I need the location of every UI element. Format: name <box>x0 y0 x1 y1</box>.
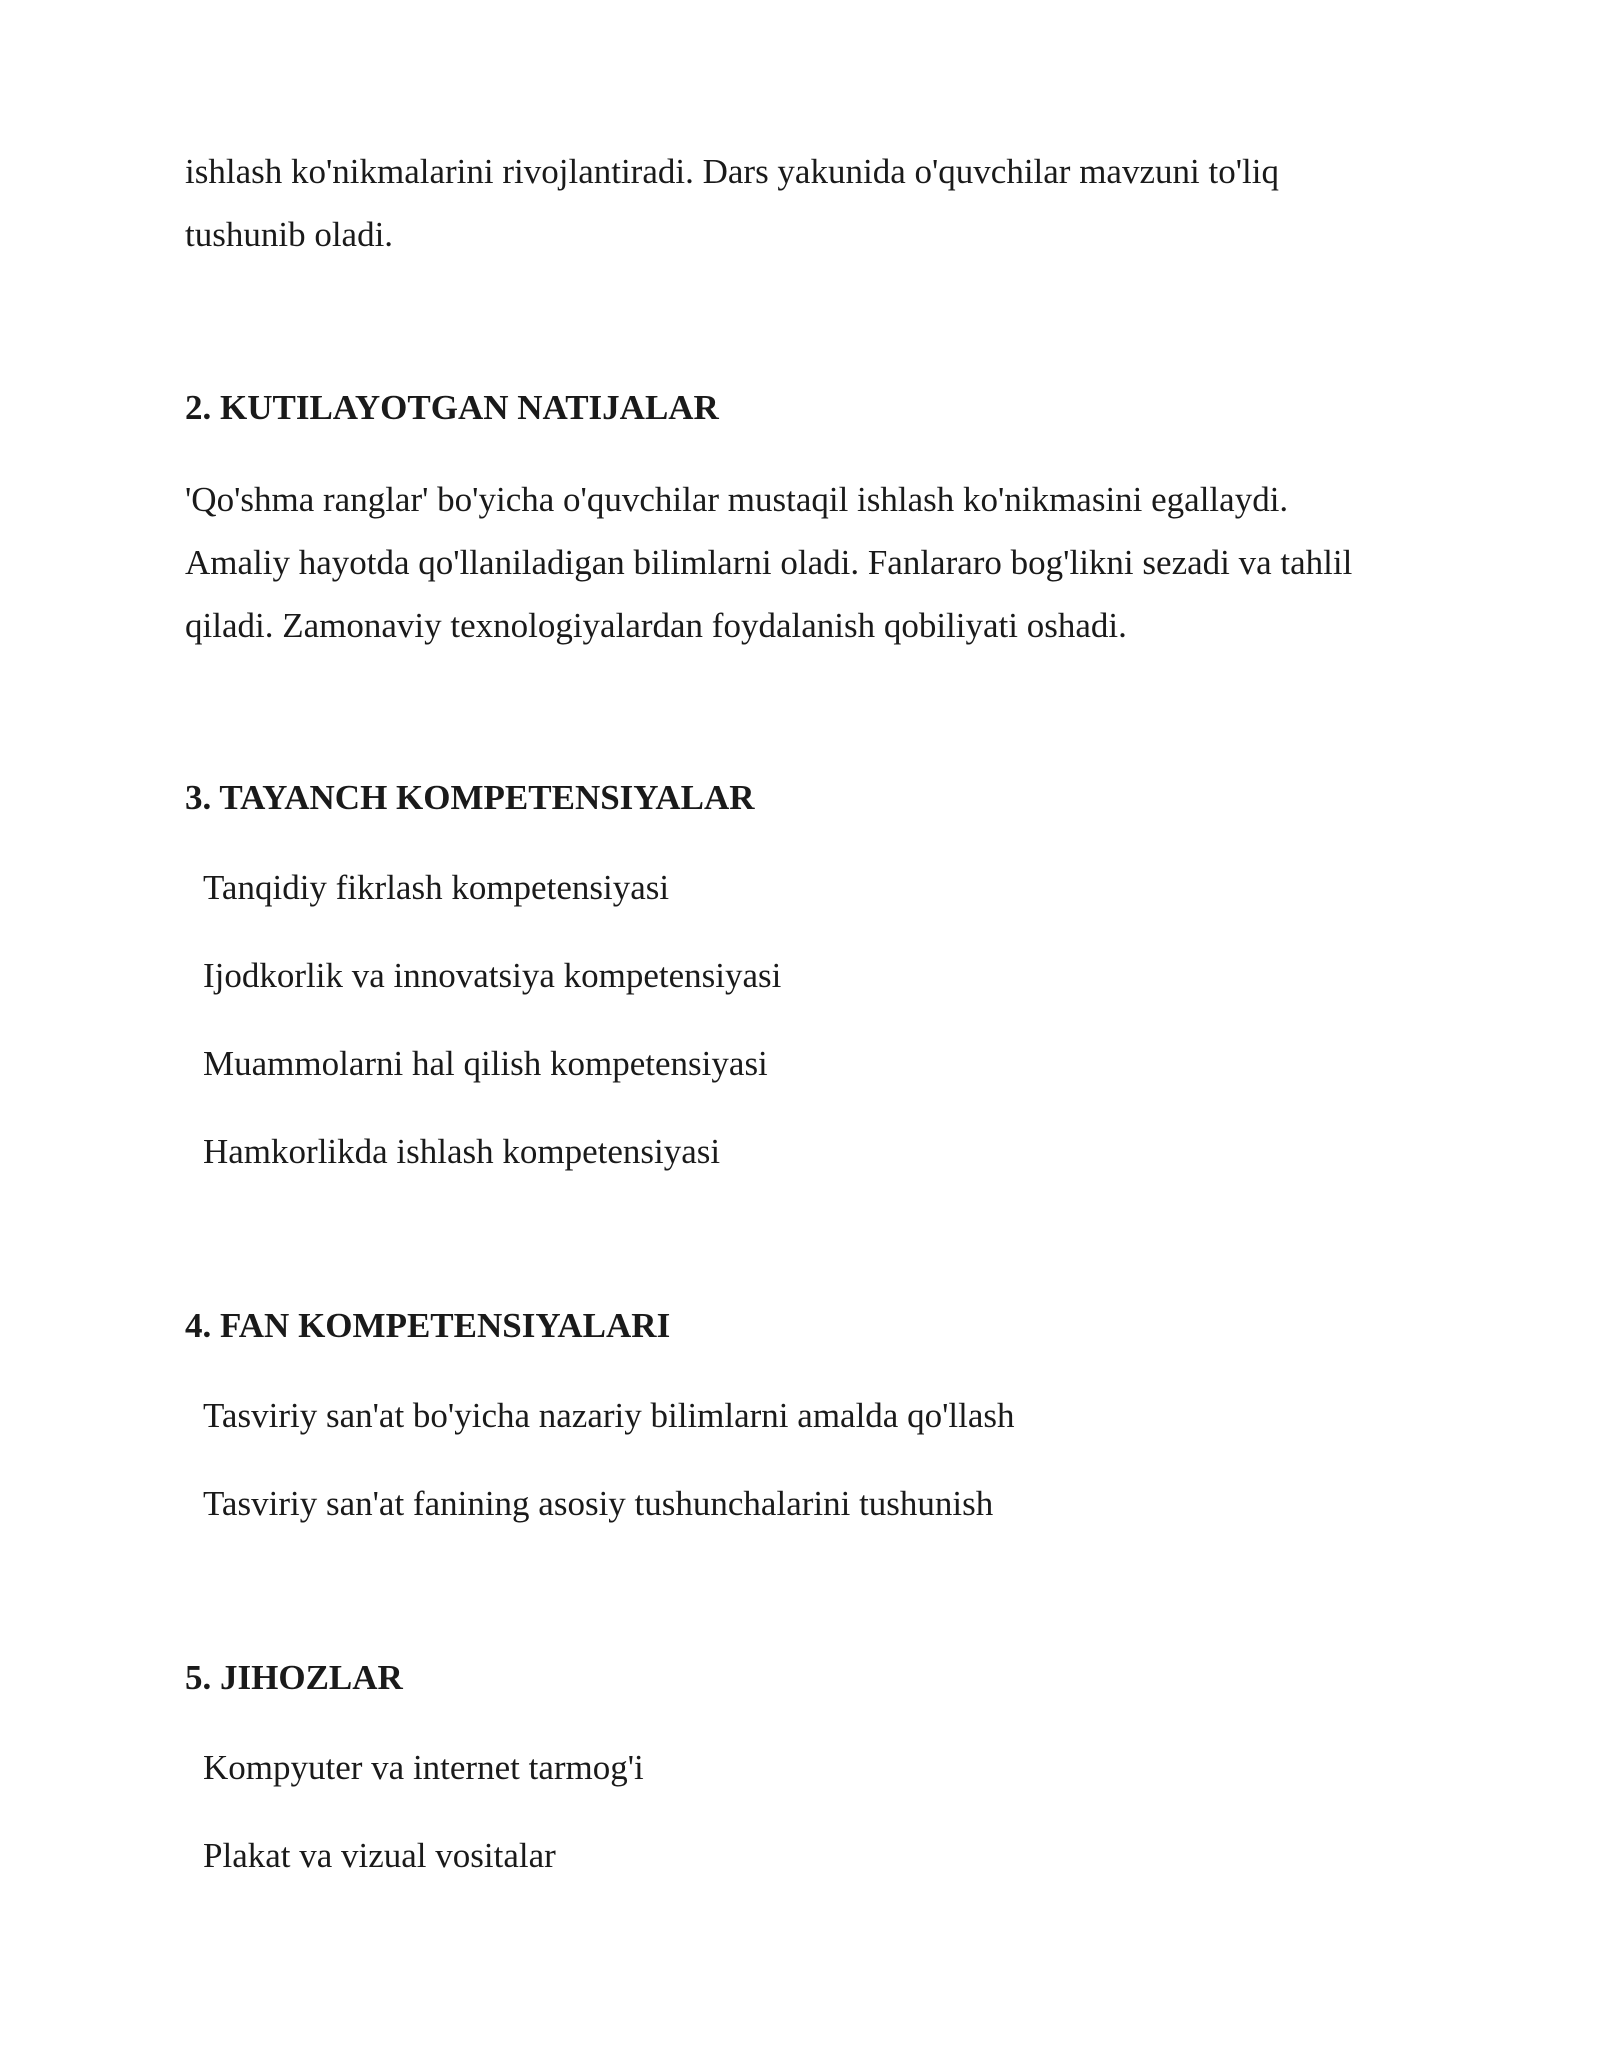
list-item: Tasviriy san'at bo'yicha nazariy bilimlarni amalda qo'llash <box>203 1396 1015 1435</box>
list-item: Hamkorlikda ishlash kompetensiyasi <box>203 1132 721 1171</box>
section-2-paragraph <box>185 468 1445 657</box>
section-2-line-2: Amaliy hayotda qo'llaniladigan bilimlarni oladi. Fanlararo bog'likni sezadi va tahlil <box>185 543 1353 582</box>
section-2-line-3: qiladi. Zamonaviy texnologiyalardan foydalanish qobiliyati oshadi. <box>185 606 1127 645</box>
list-item: Tasviriy san'at fanining asosiy tushunchalarini tushunish <box>203 1484 994 1523</box>
list-item: Ijodkorlik va innovatsiya kompetensiyasi <box>203 956 782 995</box>
list-item: Tanqidiy fikrlash kompetensiyasi <box>203 868 670 907</box>
section-heading-kutilayotgan-natijalar: 2. KUTILAYOTGAN NATIJALAR <box>185 388 719 427</box>
section-heading-tayanch-kompetensiyalar: 3. TAYANCH KOMPETENSIYALAR <box>185 778 755 817</box>
list-item: Muammolarni hal qilish kompetensiyasi <box>203 1044 768 1083</box>
intro-paragraph <box>185 140 1445 266</box>
intro-line-1: ishlash ko'nikmalarini rivojlantiradi. Dars yakunida o'quvchilar mavzuni to'liq <box>185 152 1279 191</box>
section-heading-fan-kompetensiyalari: 4. FAN KOMPETENSIYALARI <box>185 1306 671 1345</box>
list-item: Plakat va vizual vositalar <box>203 1836 556 1875</box>
section-2-line-1: 'Qo'shma ranglar' bo'yicha o'quvchilar mustaqil ishlash ko'nikmasini egallaydi. <box>185 480 1289 519</box>
intro-line-2: tushunib oladi. <box>185 215 394 254</box>
list-item: Kompyuter va internet tarmog'i <box>203 1748 644 1787</box>
section-heading-jihozlar: 5. JIHOZLAR <box>185 1658 403 1697</box>
